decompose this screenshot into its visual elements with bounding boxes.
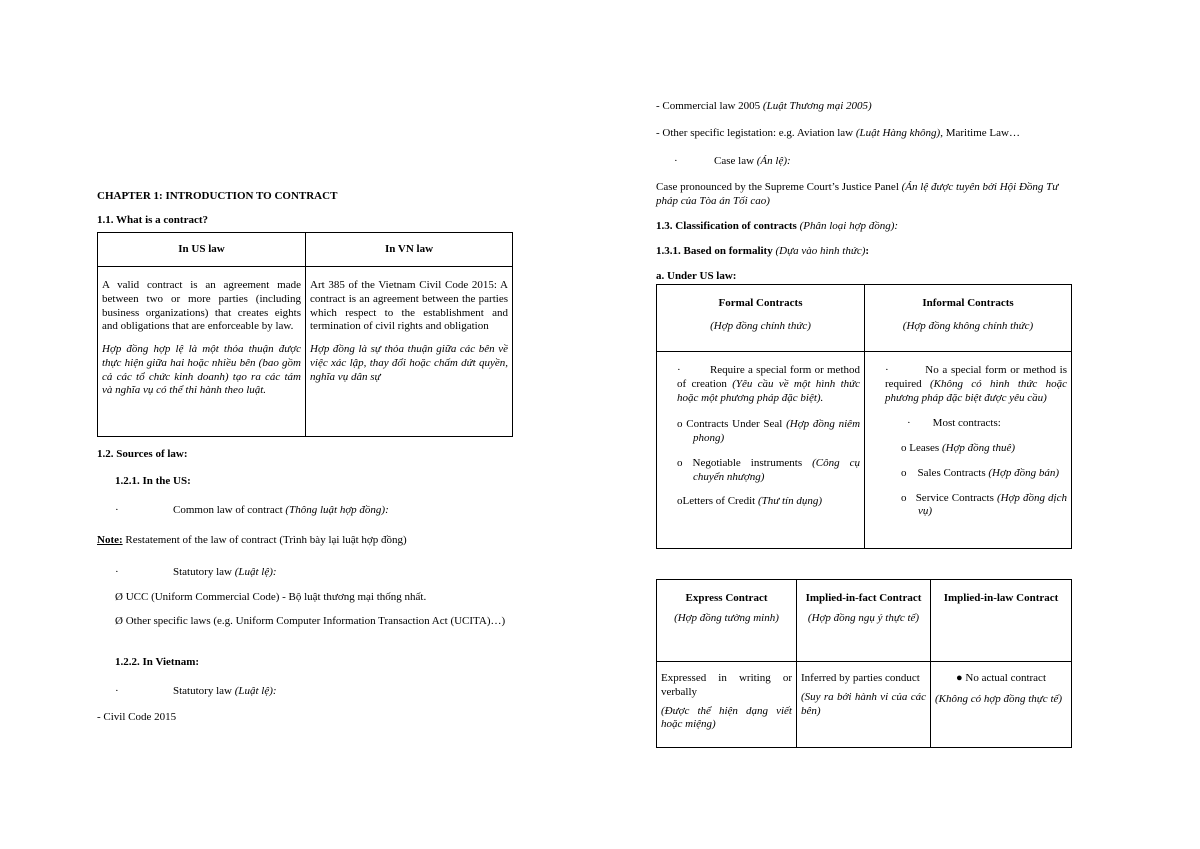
formality-title-vi: (Dựa vào hình thức) <box>775 245 866 257</box>
header-us-law: In US law <box>98 233 306 267</box>
loc-text: Letters of Credit <box>682 495 756 508</box>
letters-of-credit-item <box>677 495 860 509</box>
us-definition-vi: Hợp đồng hợp lệ là một thỏa thuận được thực hiện giữa hai hoặc nhiều bên (bao gồm cả các tổ chức kinh doanh) tạo ra các tám và nghĩa vụ có thể thi hành theo luật. <box>102 343 301 397</box>
header-vn-law: In VN law <box>306 233 513 267</box>
circle-bullet: o <box>901 466 907 479</box>
implied-law-body-vi: (Không có hợp đồng thực tế) <box>935 692 1063 705</box>
other-laws-item <box>115 615 522 629</box>
implied-fact-body <box>797 662 931 748</box>
case-pron-vi: (Án lệ được tuyên bởi Hội Đồng Tư pháp của Tòa án Tối cao) <box>656 181 1059 207</box>
arrow-bullet-icon: Ø <box>115 615 123 627</box>
ucc-item <box>115 591 426 605</box>
negotiable-vi: (Công cụ chuyển nhượng) <box>693 456 861 483</box>
statutory-law-vi: (Luật lệ): <box>234 685 277 697</box>
other-legislation-item <box>656 127 1020 141</box>
informal-req-text: No a special form or method is required <box>885 364 1068 390</box>
seal-text: Contracts Under Seal <box>686 418 783 431</box>
formality-colon: : <box>865 245 870 257</box>
section-in-the-us: 1.2.1. In the US: <box>115 475 191 487</box>
formality-table <box>656 284 1072 549</box>
classification-title: 1.3. Classification of contracts <box>656 220 797 232</box>
classification-title-vi: (Phân loại hợp đồng): <box>799 220 899 232</box>
other-laws-text: Other specific laws (e.g. Uniform Computer Information Transaction Act (UCITA)…) <box>125 615 506 627</box>
express-header-en: Express Contract <box>685 592 768 604</box>
us-definition-en: A valid contract is an agreement made between two or more parties (including business organizations) that creates eights and obligations that are enforceable by law. <box>102 279 301 333</box>
informal-requirement <box>885 364 1067 405</box>
implied-law-body-en <box>935 672 1067 686</box>
contract-definition-table <box>97 232 513 437</box>
circle-bullet: o <box>677 495 683 508</box>
informal-header-vi: (Hợp đồng không chính thức) <box>902 319 1034 332</box>
implied-fact-header <box>797 580 931 662</box>
bullet: · <box>674 155 678 167</box>
implied-fact-header-en: Implied-in-fact Contract <box>805 592 922 604</box>
section-what-is-contract: 1.1. What is a contract? <box>97 214 209 226</box>
chapter-title: CHAPTER 1: INTRODUCTION TO CONTRACT <box>97 190 338 202</box>
civil-code-item: - Civil Code 2015 <box>97 711 177 723</box>
us-law-cell <box>98 267 306 437</box>
section-formality <box>656 245 869 259</box>
formal-body <box>657 352 865 549</box>
service-text: Service Contracts <box>915 491 994 504</box>
circle-bullet: o <box>677 418 683 431</box>
implied-fact-body-en: Inferred by parties conduct <box>801 672 920 684</box>
note-label: Note: <box>97 534 123 546</box>
most-contracts-item <box>885 417 1067 431</box>
case-pronounced-text <box>656 181 1066 209</box>
sales-vi: (Hợp đồng bán) <box>988 466 1060 479</box>
statutory-law-vi: (Luật lệ): <box>234 566 277 578</box>
formal-header-vi: (Hợp đồng chính thức) <box>710 319 811 332</box>
statutory-law-item-vn <box>115 685 277 699</box>
bullet: · <box>115 566 119 578</box>
implied-contract-table <box>656 579 1072 748</box>
loc-vi: (Thư tín dụng) <box>757 495 823 508</box>
leases-text: Leases <box>909 442 940 454</box>
formal-header-en: Formal Contracts <box>718 297 803 309</box>
other-leg-vi: (Luật Hàng không) <box>855 127 941 139</box>
case-pron-text: Case pronounced by the Supreme Court’s Justice Panel <box>656 181 899 193</box>
vn-law-cell <box>306 267 513 437</box>
implied-law-header <box>931 580 1072 662</box>
statutory-law-item-us <box>115 566 277 580</box>
implied-law-body <box>931 662 1072 748</box>
formality-title: 1.3.1. Based on formality <box>656 245 773 257</box>
statutory-law-label: Statutory law <box>173 685 232 697</box>
case-law-label: Case law <box>714 155 755 167</box>
commercial-law-item <box>656 100 872 114</box>
circle-bullet: o <box>677 456 683 469</box>
informal-body <box>865 352 1072 549</box>
formal-req-vi: (Yêu cầu về một hình thức hoặc một phương pháp đặc biệt). <box>677 377 861 404</box>
seal-item <box>677 418 860 446</box>
bullet: · <box>907 417 911 430</box>
express-header-vi: (Hợp đồng tường minh) <box>674 611 779 624</box>
bullet: · <box>885 364 889 376</box>
statutory-law-label: Statutory law <box>173 566 232 578</box>
service-vi: (Hợp đồng dịch vụ) <box>918 491 1067 518</box>
leases-vi: (Hợp đồng thuê) <box>941 442 1016 454</box>
note-line <box>97 534 407 548</box>
informal-header <box>865 285 1072 352</box>
section-sources-of-law: 1.2. Sources of law: <box>97 448 188 460</box>
negotiable-item <box>677 457 860 485</box>
sales-text: Sales Contracts <box>917 466 986 479</box>
informal-header-en: Informal Contracts <box>922 297 1014 309</box>
service-item <box>885 492 1067 520</box>
arrow-bullet-icon: Ø <box>115 591 123 603</box>
note-text: Restatement of the law of contract (Trình bày lại luật hợp đồng) <box>125 534 407 546</box>
vn-definition-vi: Hợp đồng là sự thỏa thuận giữa các bên về việc xác lập, thay đổi hoặc chấm dứt quyền, nghĩa vụ dân sự <box>310 343 508 383</box>
common-law-item <box>115 504 389 518</box>
section-in-vietnam: 1.2.2. In Vietnam: <box>115 656 200 668</box>
circle-bullet: o <box>901 491 907 504</box>
bullet: · <box>115 504 119 516</box>
section-under-us-law: a. Under US law: <box>656 270 737 282</box>
express-body-en: Expressed in writing or verbally <box>661 672 792 698</box>
seal-vi: (Hợp đồng niêm phong) <box>693 418 861 444</box>
ucc-text: UCC (Uniform Commercial Code) - Bộ luật thương mại thống nhất. <box>125 591 427 603</box>
common-law-label: Common law of contract <box>173 504 283 516</box>
bullet: · <box>115 685 119 697</box>
commercial-law-text: - Commercial law 2005 <box>656 100 761 112</box>
common-law-vi: (Thông luật hợp đồng): <box>285 504 389 516</box>
formal-req-text: Require a special form or method of creation <box>677 364 860 390</box>
express-body <box>657 662 797 748</box>
vn-definition-en: Art 385 of the Vietnam Civil Code 2015: A contract is an agreement between the parties which respect to the establishment and termination of civil rights and obligation <box>310 279 508 333</box>
case-law-item <box>674 155 791 169</box>
implied-law-header-en: Implied-in-law Contract <box>943 592 1059 604</box>
dot-bullet-icon: ● <box>955 672 963 684</box>
most-contracts-text: Most contracts: <box>932 417 1001 430</box>
section-classification <box>656 220 898 234</box>
implied-fact-header-vi: (Hợp đồng ngụ ý thực tế) <box>807 611 920 624</box>
leases-item <box>885 442 1067 456</box>
express-header <box>657 580 797 662</box>
express-body-vi: (Được thể hiện dạng viết hoặc miệng) <box>661 704 792 731</box>
formal-requirement <box>677 364 860 405</box>
other-leg-text: - Other specific legistation: e.g. Aviation law <box>656 127 854 139</box>
implied-law-body-text: No actual contract <box>965 672 1047 684</box>
bullet: · <box>677 364 681 376</box>
other-leg-tail: , Maritime Law… <box>940 127 1020 139</box>
formal-header <box>657 285 865 352</box>
circle-bullet: o <box>901 442 907 454</box>
informal-req-vi: (Không có hình thức hoặc phương pháp đặc biệt được yêu cầu) <box>885 377 1068 404</box>
implied-fact-body-vi: (Suy ra bởi hành vi của các bên) <box>801 690 926 717</box>
negotiable-text: Negotiable instruments <box>692 456 803 469</box>
commercial-law-vi: (Luật Thương mại 2005) <box>762 100 872 112</box>
case-law-vi: (Án lệ): <box>756 155 791 167</box>
sales-item <box>885 467 1067 481</box>
